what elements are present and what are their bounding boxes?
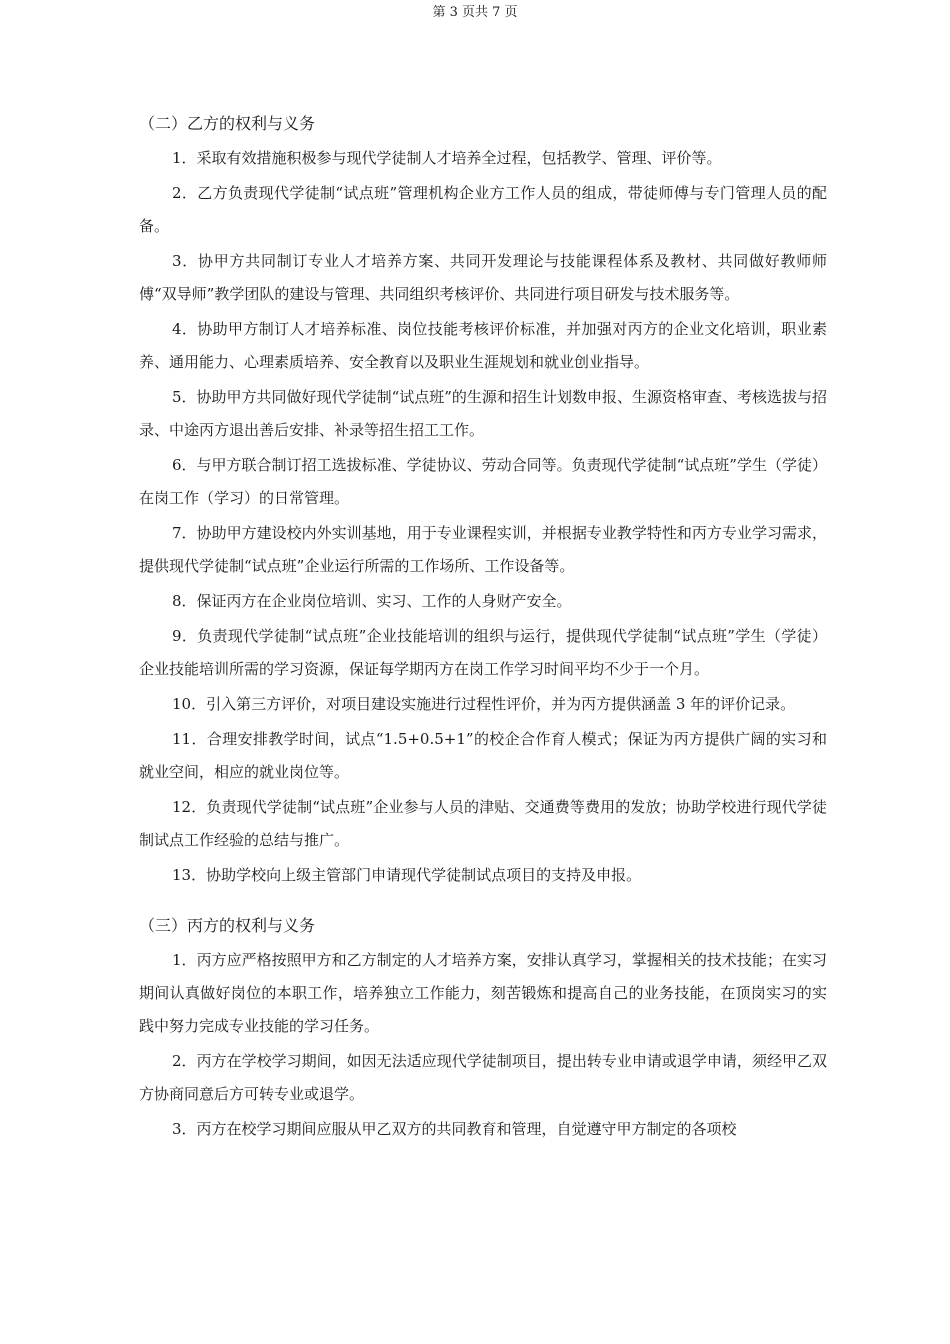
paragraph: 7．协助甲方建设校内外实训基地，用于专业课程实训，并根据专业教学特性和丙方专业学习需求，提供现代学徒制“试点班”企业运行所需的工作场所、工作设备等。 bbox=[139, 524, 827, 575]
section-party-c bbox=[139, 914, 827, 1146]
paragraph: 3．丙方在校学习期间应服从甲乙双方的共同教育和管理，自觉遵守甲方制定的各项校 bbox=[172, 1120, 737, 1138]
paragraph: 3．协甲方共同制订专业人才培养方案、共同开发理论与技能课程体系及教材、共同做好教师师傅“双导师”教学团队的建设与管理、共同组织考核评价、共同进行项目研发与技术服务等。 bbox=[139, 252, 827, 303]
paragraph: 2．乙方负责现代学徒制“试点班”管理机构企业方工作人员的组成，带徒师傅与专门管理人员的配备。 bbox=[139, 184, 827, 235]
paragraph: 12．负责现代学徒制“试点班”企业参与人员的津贴、交通费等费用的发放；协助学校进行现代学徒制试点工作经验的总结与推广。 bbox=[139, 798, 827, 849]
paragraph: 1．丙方应严格按照甲方和乙方制定的人才培养方案，安排认真学习，掌握相关的技术技能；在实习期间认真做好岗位的本职工作，培养独立工作能力，刻苦锻炼和提高自己的业务技能，在顶岗实习的实践中努力完成专业技能的学习任务。 bbox=[139, 951, 827, 1035]
paragraph: 4．协助甲方制订人才培养标准、岗位技能考核评价标准，并加强对丙方的企业文化培训，职业素养、通用能力、心理素质培养、安全教育以及职业生涯规划和就业创业指导。 bbox=[139, 320, 827, 371]
paragraph: 9．负责现代学徒制“试点班”企业技能培训的组织与运行，提供现代学徒制“试点班”学生（学徒）企业技能培训所需的学习资源，保证每学期丙方在岗工作学习时间平均不少于一个月。 bbox=[139, 627, 827, 678]
paragraph: 2．丙方在学校学习期间，如因无法适应现代学徒制项目，提出转专业申请或退学申请，须经甲乙双方协商同意后方可转专业或退学。 bbox=[139, 1052, 827, 1103]
paragraph: 5．协助甲方共同做好现代学徒制“试点班”的生源和招生计划数申报、生源资格审查、考核选拔与招录、中途丙方退出善后安排、补录等招生招工工作。 bbox=[139, 388, 827, 439]
page-number-label: 第 3 页共 7 页 bbox=[432, 5, 518, 20]
paragraph: 1．采取有效措施积极参与现代学徒制人才培养全过程，包括教学、管理、评价等。 bbox=[172, 149, 722, 167]
document-body bbox=[139, 112, 827, 1148]
section-party-b bbox=[139, 112, 827, 892]
paragraph: 11．合理安排教学时间，试点“1.5+0.5+1”的校企合作育人模式；保证为丙方提供广阔的实习和就业空间，相应的就业岗位等。 bbox=[139, 730, 827, 781]
paragraph: 10．引入第三方评价，对项目建设实施进行过程性评价，并为丙方提供涵盖 3 年的评价记录。 bbox=[172, 695, 796, 713]
section-heading: （三）丙方的权利与义务 bbox=[139, 916, 316, 935]
paragraph: 13．协助学校向上级主管部门申请现代学徒制试点项目的支持及申报。 bbox=[172, 866, 642, 884]
section-heading: （二）乙方的权利与义务 bbox=[139, 114, 316, 133]
paragraph: 6．与甲方联合制订招工选拔标准、学徒协议、劳动合同等。负责现代学徒制“试点班”学生（学徒）在岗工作（学习）的日常管理。 bbox=[139, 456, 827, 507]
paragraph: 8．保证丙方在企业岗位培训、实习、工作的人身财产安全。 bbox=[172, 592, 572, 610]
page-header bbox=[0, 4, 950, 22]
